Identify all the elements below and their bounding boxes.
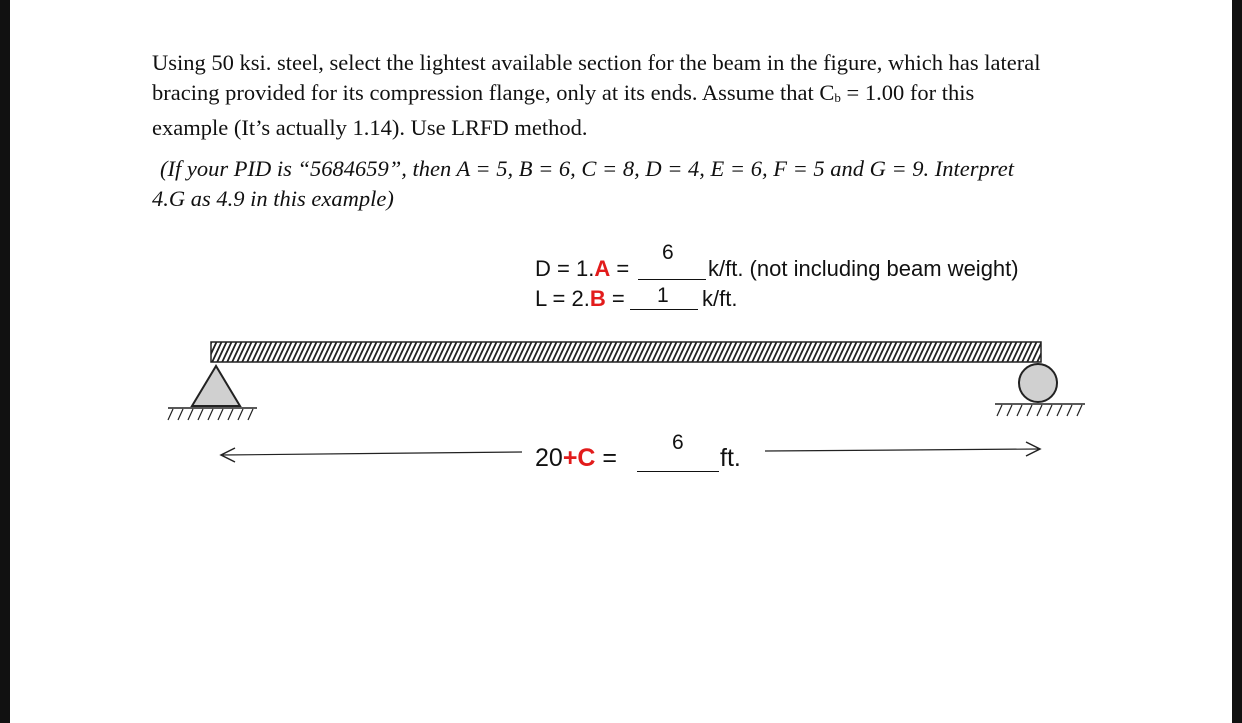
document-page xyxy=(10,0,1232,723)
beam-diagram xyxy=(10,0,1232,723)
right-ground-hatch xyxy=(997,405,1082,416)
beam-body xyxy=(211,342,1041,362)
pin-support xyxy=(192,366,240,406)
span-answer: 6 xyxy=(672,431,684,454)
problem-line-2-post: = 1.00 for this xyxy=(840,80,975,105)
problem-line-2-pre: bracing provided for its compression flange, only at its ends. Assume that C xyxy=(152,80,835,105)
problem-line-1: Using 50 ksi. steel, select the lightest available section for the beam in the figure, which has lateral xyxy=(152,50,1041,75)
span-unit: ft. xyxy=(720,444,741,472)
left-ground-hatch xyxy=(168,409,253,420)
span-arrow-left xyxy=(222,452,522,455)
cb-subscript: b xyxy=(834,90,841,105)
dead-load-answer: 6 xyxy=(662,241,674,264)
dead-load-label: D = 1.A = xyxy=(535,256,630,281)
live-load-label: L = 2.B = xyxy=(535,286,625,311)
span-label: 20+C = xyxy=(535,444,618,472)
live-load-unit: k/ft. xyxy=(702,286,738,311)
span-blank xyxy=(637,471,719,472)
pid-note-line-1: (If your PID is “5684659”, then A = 5, B = 6, C = 8, D = 4, E = 6, F = 5 and G = 9. Interpret xyxy=(160,156,1014,181)
pid-note-line-2: 4.G as 4.9 in this example) xyxy=(152,186,394,211)
dead-load-unit: k/ft. (not including beam weight) xyxy=(708,256,1019,281)
roller-support xyxy=(1019,364,1057,402)
problem-line-3: example (It’s actually 1.14). Use LRFD method. xyxy=(152,115,588,140)
live-load-answer: 1 xyxy=(657,284,669,307)
span-arrow-right xyxy=(765,449,1039,451)
